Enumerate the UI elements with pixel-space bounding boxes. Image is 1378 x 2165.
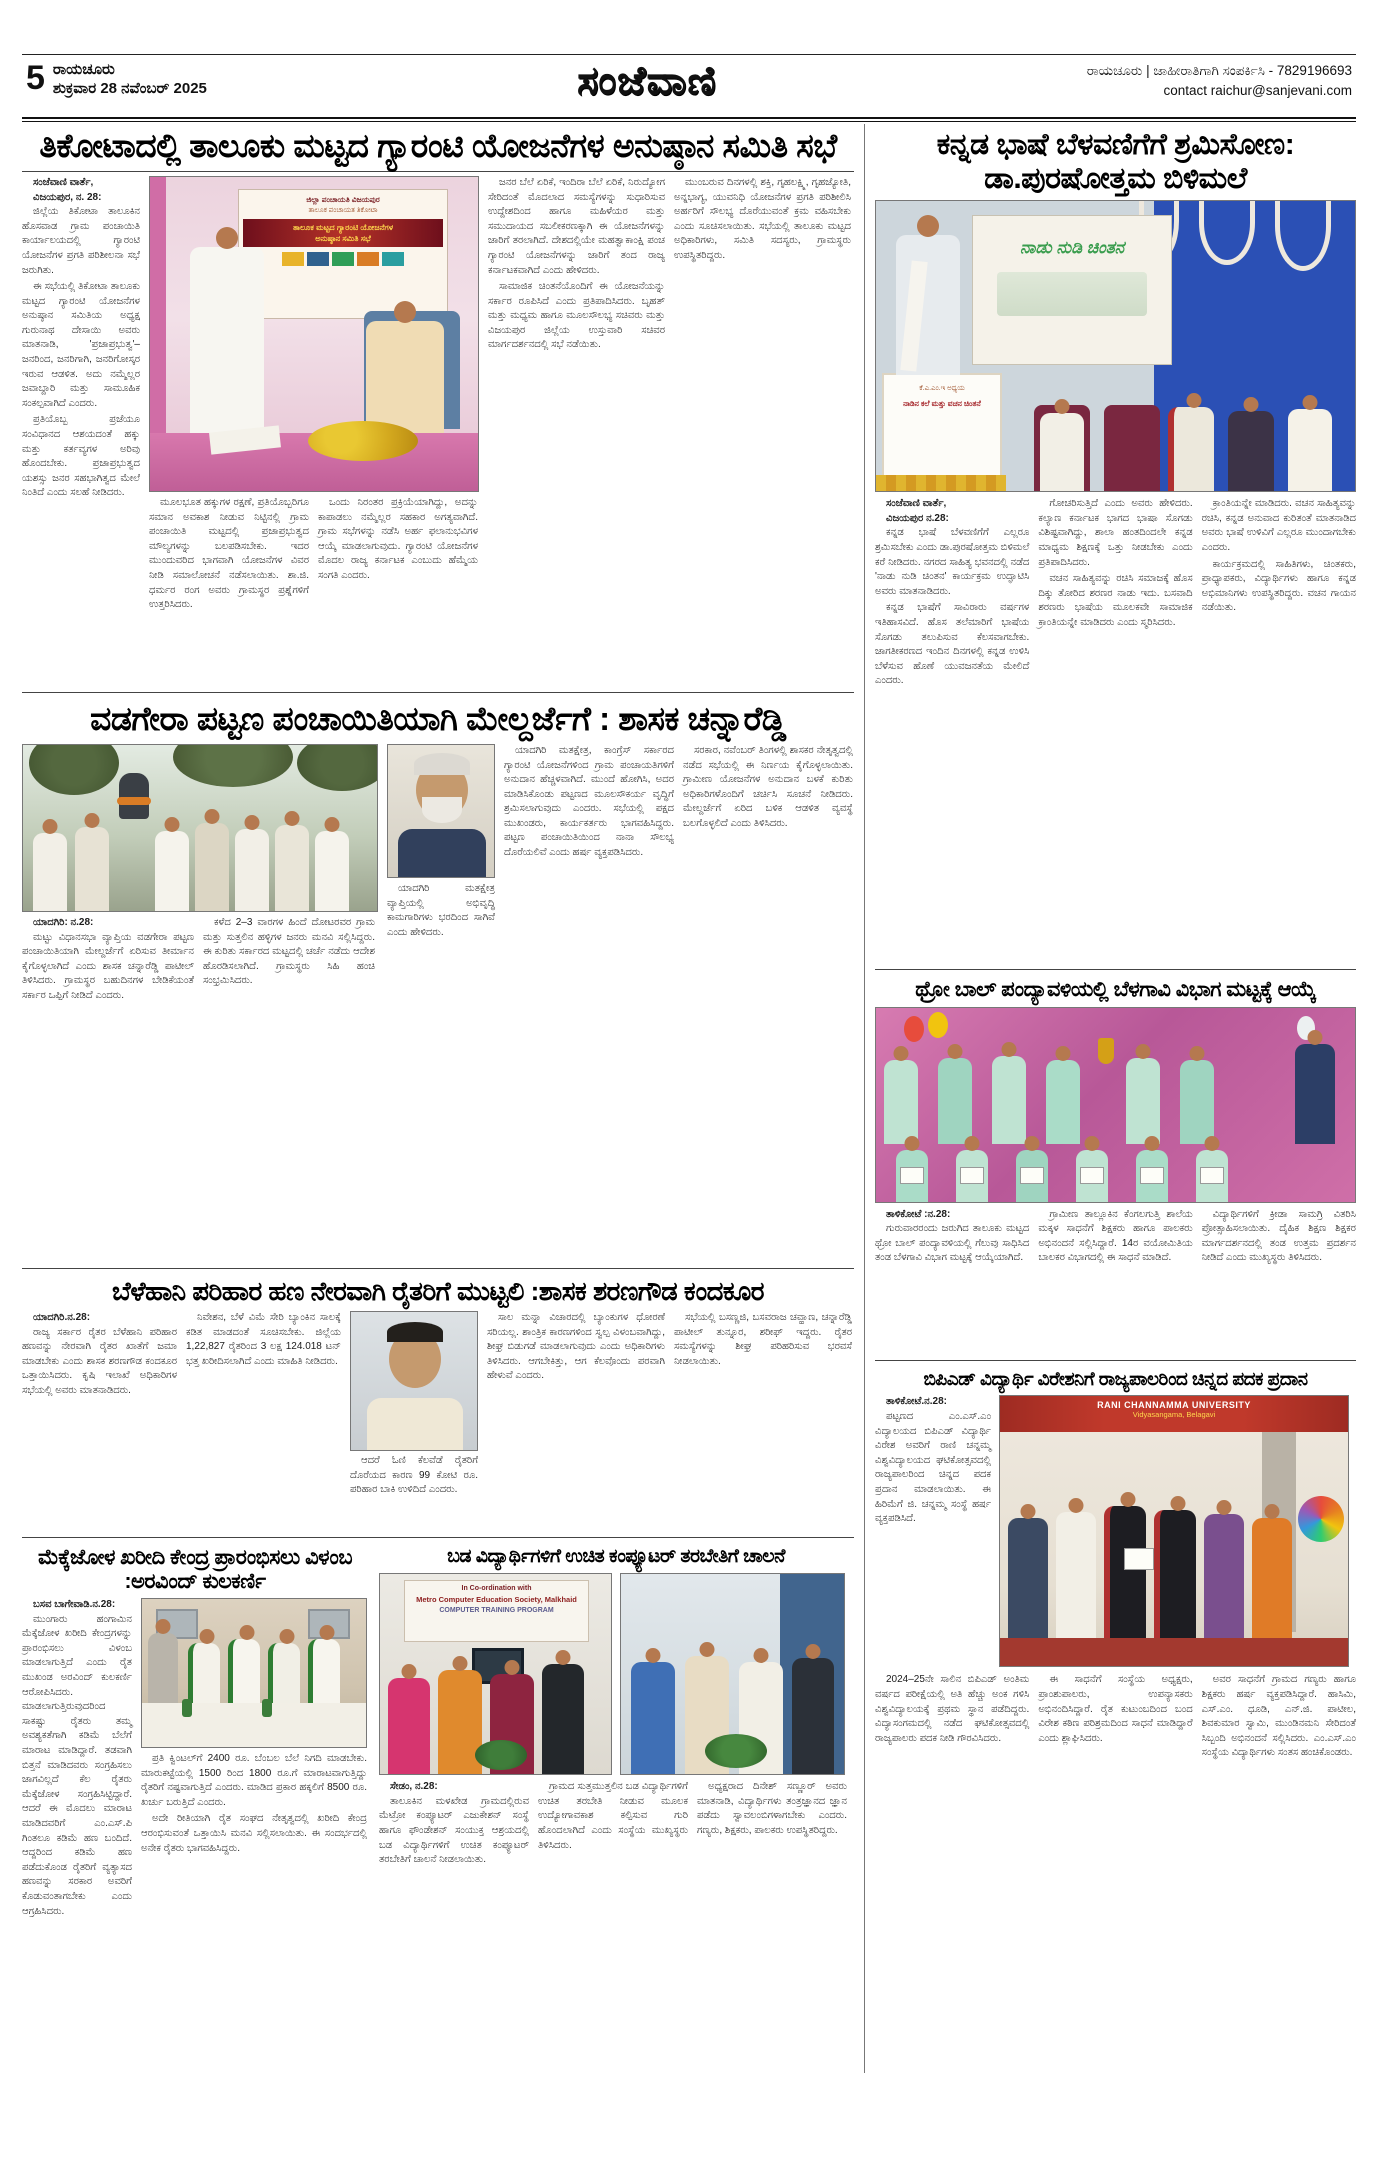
event-banner: ನಾಡು ನುಡಿ ಚಿಂತನ xyxy=(972,215,1172,365)
player xyxy=(992,1056,1026,1144)
article-column: ಬಸವ ಬಾಗೇವಾಡಿ.ನ.28: ಮುಂಗಾರು ಹಂಗಾಮಿನ ಮೆಕ್ಕೆಜೋಳ ಖರೀದಿ ಕೇಂದ್ರಗಳನ್ನು ಪ್ರಾರಂಭಿಸಲು ವಿಳಂಬ ಮಾಡಲಾಗುತ್ತಿದೆ ಎಂದು ರೈತ ಮುಖಂಡ ಅರವಿಂದ್ ಕುಲಕರ್ಣಿ ಆರೋಪಿಸಿದರು. ಮಾಡಲಾಗುತ್ತಿರುವುದರಿಂದ ಸಾಕಷ್ಟು ರೈತರು ತಮ್ಮ ಅವಶ್ಯಕತೆಗಾಗಿ ಕಡಿಮೆ ಬೆಲೆಗೆ ಮಾರಾಟ ಮಾಡಿದ್ದಾರೆ. ತಡವಾಗಿ ಬಿತ್ತನೆ ಮಾಡಿದವರು ಸಂಗ್ರಹಿಸಲು ಜಾಗವಿಲ್ಲದೆ ಕೆಲ ರೈತರು ಮೆಕ್ಕೆಜೋಳ ಸಂಗ್ರಹಿಸಿಟ್ಟಿದ್ದಾರೆ. ಆದರೆ ಈ ಮೊದಲು ಮಾರಾಟ ಮಾಡಿದವರಿಗೆ ಎಂ.ಎಸ್.ಪಿ ಗಿಂತಲೂ ಕಡಿಮೆ ಹಣ ಬಂದಿದೆ. ಆದ್ದರಿಂದ ಕಡಿಮೆ ಹಣ ಪಡೆದುಕೊಂಡ ರೈತರಿಗೆ ವ್ಯತ್ಯಾಸದ ಹಣವನ್ನು ಸರಕಾರ ಅವರಿಗೆ ಕೊಡುವಂತಾಗಬೇಕು ಎಂದು ಆಗ್ರಹಿಸಿದರು. xyxy=(22,1599,132,1917)
man-dark-shirt xyxy=(792,1658,834,1774)
university-banner: RANI CHANNAMMA UNIVERSITY Vidyasangama, Belagavi xyxy=(1000,1396,1348,1432)
article-column: ಸಾಲ ಮನ್ನಾ ವಿಚಾರದಲ್ಲಿ ಬ್ಯಾಂಕುಗಳ ಧೋರಣೆ ಸರಿಯಲ್ಲ. ಶಾಂತ್ರಿಕ ಕಾರಣಗಳಿಂದ ಸ್ವಲ್ಪ ವಿಳಂಬವಾಗಿದ್ದು, ಶೀಘ್ರ ಬಿಡುಗಡೆ ಮಾಡಲಾಗುವುದು ಎಂದು ಅಧಿಕಾರಿಗಳು ತಿಳಿಸಿದರು. ಆಗಬೇಕಿತ್ತು, ಆಗ ಕೆಲವೊಂದು ಪರವಾಗಿ ಹೇಳುವೆ ಎಂದರು. xyxy=(487,1312,665,1382)
person xyxy=(75,827,109,911)
person xyxy=(33,833,67,911)
chair xyxy=(1104,405,1160,491)
article-column: ಮುಂಬರುವ ದಿನಗಳಲ್ಲಿ ಶಕ್ತಿ, ಗೃಹಲಕ್ಷ್ಮಿ, ಗೃಹಜ್ಯೋತಿ, ಅನ್ನಭಾಗ್ಯ, ಯುವನಿಧಿ ಯೋಜನೆಗಳ ಪ್ರಗತಿ ಪರಿಶೀಲಿಸಿ ಅರ್ಹರಿಗೆ ಸೌಲಭ್ಯ ದೊರೆಯುವಂತೆ ಕ್ರಮ ವಹಿಸಬೇಕು ಎಂದು ಸೂಚಿಸಲಾಯಿತು. ಸಭೆಯಲ್ಲಿ ತಾಲೂಕು ಮಟ್ಟದ ಅಧಿಕಾರಿಗಳು, ಸಮಿತಿ ಸದಸ್ಯರು, ಗ್ರಾಮಸ್ಥರು ಉಪಸ್ಥಿತರಿದ್ದರು. xyxy=(674,176,851,261)
headline-throwball: ಥ್ರೋ ಬಾಲ್ ಪಂದ್ಯಾವಳಿಯಲ್ಲಿ ಬೆಳಗಾವಿ ವಿಭಾಗ ಮಟ್ಟಕ್ಕೆ ಆಯ್ಕೆ xyxy=(915,978,1316,1002)
certificate xyxy=(960,1167,984,1184)
article-column: ಗ್ರಾಮದ ಸುತ್ತಮುತ್ತಲಿನ ಬಡ ವಿದ್ಯಾರ್ಥಿಗಳಿಗೆ ಉಚಿತ ತರಬೇತಿ ನೀಡುವ ಮೂಲಕ ಉದ್ಯೋಗಾವಕಾಶ ಕಲ್ಪಿಸುವ ಗುರಿ ಹೊಂದಲಾಗಿದೆ ಎಂದು ಸಂಸ್ಥೆಯ ಮುಖ್ಯಸ್ಥರು ತಿಳಿಸಿದರು. xyxy=(538,1781,688,1851)
farmer-green-shawl xyxy=(188,1643,220,1703)
article-column: ಒಂದು ನಿರಂತರ ಪ್ರಕ್ರಿಯೆಯಾಗಿದ್ದು, ಅದನ್ನು ಕಾಪಾಡಲು ನಮ್ಮೆಲ್ಲರ ಸಹಕಾರ ಅಗತ್ಯವಾಗಿದೆ. ಗ್ರಾಮ ಸಭೆಗಳನ್ನು ನಡೆಸಿ ಅರ್ಹ ಫಲಾನುಭವಿಗಳ ಆಯ್ಕೆ ಮಾಡಲಾಗುವುದು. ಗ್ಯಾರಂಟಿ ಯೋಜನೆಗಳ ಮೊದಲ ರಾಜ್ಯ ಕರ್ನಾಟಕ ಎಂಬುದು ಹೆಮ್ಮೆಯ ಸಂಗತಿ ಎಂದರು. xyxy=(318,496,478,581)
trophy xyxy=(1098,1038,1114,1064)
article-column: ಯಾದಗಿರಿ: ನ.28: ಮಟ್ಟು ವಿಧಾನಸಭಾ ವ್ಯಾಪ್ತಿಯ ವಡಗೇರಾ ಪಟ್ಟಣ ಪಂಚಾಯಿತಿಯಾಗಿ ಮೇಲ್ದರ್ಜೆಗೆ ಏರಿಸುವ ತೀರ್ಮಾನ ಕೈಗೊಳ್ಳಲಾಗಿದೆ ಎಂದು ಶಾಸಕ ಚನ್ನಾರೆಡ್ಡಿ ಪಾಟೀಲ್ ತಿಳಿಸಿದರು. ಗ್ರಾಮಸ್ಥರ ಬಹುದಿನಗಳ ಬೇಡಿಕೆಯಂತೆ ಸರ್ಕಾರ ಒಪ್ಪಿಗೆ ನೀಡಿದೆ ಎಂದರು. xyxy=(22,916,194,1001)
article-column: ಪ್ರತಿ ಕ್ವಿಂಟಲ್‌ಗೆ 2400 ರೂ. ಬೆಂಬಲ ಬೆಲೆ ನಿಗದಿ ಮಾಡಬೇಕು. ಮಾರುಕಟ್ಟೆಯಲ್ಲಿ 1500 ರಿಂದ 1800 ರೂ.ಗೆ ಮಾರಾಟವಾಗುತ್ತಿದ್ದು ರೈತರಿಗೆ ನಷ್ಟವಾಗುತ್ತಿದೆ ಎಂದರು. ಮಾಡಿದ ಪ್ರಕಾರ ಹಕ್ಕಲಿಗೆ 8500 ರೂ. ಖರ್ಚು ಬರುತ್ತಿದೆ ಎಂದರು. ಅದೇ ರೀತಿಯಾಗಿ ರೈತ ಸಂಘದ ನೇತೃತ್ವದಲ್ಲಿ ಖರೀದಿ ಕೇಂದ್ರ ಆರಂಭಿಸುವಂತೆ ಒತ್ತಾಯಿಸಿ ಮನವಿ ಸಲ್ಲಿಸಲಾಯಿತು. ಈ ಸಂದರ್ಭದಲ್ಲಿ ಅನೇಕ ರೈತರು ಭಾಗವಹಿಸಿದ್ದರು. xyxy=(141,1753,367,1854)
article-column: ತಾಳಿಕೋಟೆ.ನ.28: ಪಟ್ಟಣದ ಎಂ.ಎಸ್.ಎಂ ವಿದ್ಯಾಲಯದ ಬಿಪಿಎಡ್ ವಿದ್ಯಾರ್ಥಿ ವಿರೇಶ ಅವರಿಗೆ ರಾಣಿ ಚನ್ನಮ್ಮ ವಿಶ್ವವಿದ್ಯಾಲಯದ ಘಟಿಕೋತ್ಸವದಲ್ಲಿ ರಾಜ್ಯಪಾಲರಿಂದ ಚಿನ್ನದ ಪದಕ ಪ್ರದಾನ ಮಾಡಲಾಯಿತು. ಈ ಹಿರಿಮೆಗೆ ಜಿ. ಚನ್ನಮ್ಮ ಸಂಸ್ಥೆ ಹರ್ಷ ವ್ಯಕ್ತಪಡಿಸಿದೆ. xyxy=(875,1396,991,1525)
article-column: ಯಾದಗಿರಿ.ನ.28: ರಾಜ್ಯ ಸರ್ಕಾರ ರೈತರ ಬೆಳೆಹಾನಿ ಪರಿಹಾರ ಹಣವನ್ನು ನೇರವಾಗಿ ರೈತರ ಖಾತೆಗೆ ಜಮಾ ಮಾಡಬೇಕು ಎಂದು ಶಾಸಕ ಶರಣಗೌಡ ಕಂದಕೂರ ಒತ್ತಾಯಿಸಿದರು. ಕೃಷಿ ಇಲಾಖೆ ಅಧಿಕಾರಿಗಳ ಸಭೆಯಲ್ಲಿ ಅವರು ಮಾತನಾಡಿದರು. xyxy=(22,1312,177,1396)
training-banner: In Co-ordination with Metro Computer Education Society, Malkhaid COMPUTER TRAINING PROGRAM xyxy=(404,1580,589,1642)
photo-convocation xyxy=(999,1395,1349,1667)
jacket xyxy=(398,829,486,877)
article-column: ತಾಳಿಕೋಟೆ :ನ.28: ಗುರುವಾರರಂದು ಜರುಗಿದ ತಾಲೂಕು ಮಟ್ಟದ ಥ್ರೋ ಬಾಲ್ ಪಂದ್ಯಾವಳಿಯಲ್ಲಿ ಗೆಲುವು ಸಾಧಿಸಿದ ತಂಡ ಬೆಳಗಾವಿ ವಿಭಾಗ ಮಟ್ಟಕ್ಕೆ ಆಯ್ಕೆಯಾಗಿದೆ. xyxy=(875,1208,1030,1264)
article-column: ಗೋಚರಿಸುತ್ತಿದೆ ಎಂದು ಅವರು ಹೇಳಿದರು. ಕಲ್ಯಾಣ ಕರ್ನಾಟಕ ಭಾಗದ ಭಾಷಾ ಸೊಗಡು ವಿಶಿಷ್ಟವಾಗಿದ್ದು, ಶಾಲಾ ಹಂತದಿಂದಲೇ ಕನ್ನಡ ಮಾಧ್ಯಮ ಶಿಕ್ಷಣಕ್ಕೆ ಒತ್ತು ನೀಡಬೇಕು ಎಂದು ಪ್ರತಿಪಾದಿಸಿದರು. ವಚನ ಸಾಹಿತ್ಯವನ್ನು ರಚಿಸಿ ಸಮಾಜಕ್ಕೆ ಹೊಸ ದಿಕ್ಕು ತೋರಿದ ಶರಣರ ನಾಡು ಇದು. ಬಸವಾದಿ ಶರಣರು ಭಾಷೆಯ ಮೂಲಕವೇ ಸಾಮಾಜಿಕ ಕ್ರಾಂತಿಯನ್ನೇ ಮಾಡಿದರು ಎಂದು ಸ್ಮರಿಸಿದರು. xyxy=(1038,498,1193,628)
scheme-chip xyxy=(282,252,304,266)
photo-mla-portrait xyxy=(387,744,495,878)
person xyxy=(155,831,189,911)
scheme-chip xyxy=(307,252,329,266)
white-hair xyxy=(414,753,470,775)
photo-training-inauguration-1 xyxy=(379,1573,612,1775)
coach xyxy=(1295,1044,1335,1144)
article-column: ನಿವೇಶನ, ಬೆಳೆ ವಿಮೆ ಸೇರಿ ಬ್ಯಾಂಕಿನ ಸಾಲಕ್ಕೆ ಕಡಿತ ಮಾಡದಂತೆ ಸೂಚಿಸಬೇಕು. ಜಿಲ್ಲೆಯ 1,22,827 ರೈತರಿಂದ 3 ಲಕ್ಷ 124.018 ಟನ್ ಭತ್ತ ಖರೀದಿಸಲಾಗಿದೆ ಎಂದು ಮಾಹಿತಿ ನೀಡಿದರು. xyxy=(186,1312,341,1367)
red-carpet xyxy=(1000,1638,1348,1666)
headline-maize: ಮೆಕ್ಕೆಜೋಳ ಖರೀದಿ ಕೇಂದ್ರ ಪ್ರಾರಂಭಿಸಲು ವಿಳಂಬ :ಅರವಿಂದ್ ಕುಲಕರ್ಣಿ xyxy=(37,1546,353,1593)
article-column: 2024–25ನೇ ಸಾಲಿನ ಬಿಪಿಎಡ್ ಅಂತಿಮ ವರ್ಷದ ಪರೀಕ್ಷೆಯಲ್ಲಿ ಅತಿ ಹೆಚ್ಚು ಅಂಕ ಗಳಿಸಿ ವಿಶ್ವವಿದ್ಯಾಲಯಕ್ಕೆ ಪ್ರಥಮ ಸ್ಥಾನ ಪಡೆದಿದ್ದರು. ವಿದ್ಯಾಸಂಗಮದಲ್ಲಿ ನಡೆದ ಘಟಿಕೋತ್ಸವದಲ್ಲಿ ರಾಜ್ಯಪಾಲರು ಪದಕ ನೀಡಿ ಗೌರವಿಸಿದರು. xyxy=(875,1674,1030,1744)
right-region xyxy=(875,124,1356,2073)
monument-art xyxy=(997,272,1147,316)
article-column: ಸಂಜೆವಾಣಿ ವಾರ್ತೆ, ವಿಜಯಪುರ, ನ. 28: ಜಿಲ್ಲೆಯ ತಿಕೋಟಾ ತಾಲೂಕಿನ ಹೊಸವಾಡ ಗ್ರಾಮ ಪಂಚಾಯಿತಿ ಕಾರ್ಯಾಲಯದಲ್ಲಿ ಗ್ಯಾರಂಟಿ ಯೋಜನೆಗಳ ಪ್ರಗತಿ ಪರಿಶೀಲನಾ ಸಭೆ ಜರುಗಿತು. ಈ ಸಭೆಯಲ್ಲಿ ತಿಕೋಟಾ ತಾಲೂಕು ಮಟ್ಟದ ಗ್ಯಾರಂಟಿ ಯೋಜನೆಗಳ ಅನುಷ್ಠಾನ ಸಮಿತಿಯ ಅಧ್ಯಕ್ಷ ಗುರುನಾಥ ದೇಸಾಯಿ ಅವರು ಮಾತನಾಡಿ, 'ಪ್ರಜಾಪ್ರಭುತ್ವ'– ಜನರಿಂದ, ಜನರಿಗಾಗಿ, ಜನರಿಗೋಸ್ಕರ ಇರುವ ಆಡಳಿತ. ಅದು ನಮ್ಮೆಲ್ಲರ ಜವಾಬ್ದಾರಿ ಮತ್ತು ಸಾಮೂಹಿಕ ಸಂಕಲ್ಪವಾಗಿದೆ ಎಂದರು. ಪ್ರತಿಯೊಬ್ಬ ಪ್ರಜೆಯೂ ಸಂವಿಧಾನದ ಆಶಯದಂತೆ ಹಕ್ಕು ಮತ್ತು ಕರ್ತವ್ಯಗಳ ಅರಿವು ಹೊಂದಬೇಕು. ಪ್ರಜಾಪ್ರಭುತ್ವದ ಯಶಸ್ಸು ಜನರ ಸಹಭಾಗಿತ್ವದ ಮೇಲೆ ನಿಂತಿದೆ ಎಂದು ಸಲಹೆ ನೀಡಿದರು. xyxy=(22,176,140,499)
person-seated xyxy=(366,321,444,433)
flower-strip xyxy=(876,475,1006,491)
medal-certificate xyxy=(1124,1548,1154,1570)
article-computer-training xyxy=(379,1542,853,1921)
graduate-gown xyxy=(1104,1506,1146,1638)
headline-guarantee-meeting: ತಿಕೋಟಾದಲ್ಲಿ ತಾಲೂಕು ಮಟ್ಟದ ಗ್ಯಾರಂಟಿ ಯೋಜನೆಗಳ ಅನುಷ್ಠಾನ ಸಮಿತಿ ಸಭೆ xyxy=(39,127,837,164)
photo-sharanagouda-portrait xyxy=(350,1311,478,1451)
edition-label: ರಾಯಚೂರು xyxy=(52,61,115,78)
issue-date: ಶುಕ್ರವಾರ 28 ನವೆಂಬರ್ 2025 xyxy=(52,79,207,97)
scheme-chip xyxy=(332,252,354,266)
certificate xyxy=(1080,1167,1104,1184)
certificate xyxy=(900,1167,924,1184)
article-column: ಸಂಜೆವಾಣಿ ವಾರ್ತೆ, ವಿಜಯಪುರ ನ.28: ಕನ್ನಡ ಭಾಷೆ ಬೆಳವಣಿಗೆಗೆ ಎಲ್ಲರೂ ಶ್ರಮಿಸಬೇಕು ಎಂದು ಡಾ.ಪುರಷೋತ್ತಮ ಬಿಳಿಮಲೆ ಕರೆ ನೀಡಿದರು. ನಗರದ ಸಾಹಿತ್ಯ ಭವನದಲ್ಲಿ ನಡೆದ 'ನಾಡು ನುಡಿ ಚಿಂತನ' ಕಾರ್ಯಕ್ರಮ ಉದ್ಘಾಟಿಸಿ ಅವರು ಮಾತನಾಡಿದರು. ಕನ್ನಡ ಭಾಷೆಗೆ ಸಾವಿರಾರು ವರ್ಷಗಳ ಇತಿಹಾಸವಿದೆ. ಹೊಸ ತಲೆಮಾರಿಗೆ ಭಾಷೆಯ ಸೊಗಡು ತಲುಪಿಸುವ ಕೆಲಸವಾಗಬೇಕು. ಜಾಗತೀಕರಣದ ಇಂದಿನ ದಿನಗಳಲ್ಲಿ ಕನ್ನಡ ಉಳಿಸಿ ಬೆಳೆಸುವ ಹೊಣೆ ಯುವಜನತೆಯ ಮೇಲಿದೆ ಎಂದರು. xyxy=(875,498,1030,687)
shirt xyxy=(367,1398,463,1450)
article-maize-centre xyxy=(22,1542,368,1921)
person xyxy=(148,1633,178,1703)
article-column: ಅಧ್ಯಕ್ಷರಾದ ದಿನೇಶ್ ಸಣ್ಣೂರ್ ಅವರು ಮಾತನಾಡಿ, ವಿದ್ಯಾರ್ಥಿಗಳು ತಂತ್ರಜ್ಞಾನದ ಜ್ಞಾನ ಪಡೆದು ಸ್ವಾವಲಂಬಿಗಳಾಗಬೇಕು ಎಂದರು. ಗಣ್ಯರು, ಶಿಕ್ಷಕರು, ಪಾಲಕರು ಉಪಸ್ಥಿತರಿದ್ದರು. xyxy=(697,1781,847,1837)
scheme-chip xyxy=(382,252,404,266)
article-throwball xyxy=(875,974,1356,1356)
left-region xyxy=(22,124,854,2073)
guest-white-kurta xyxy=(1288,409,1332,491)
player xyxy=(1180,1060,1214,1144)
photo-farmers-meeting xyxy=(141,1598,367,1748)
person xyxy=(315,831,349,911)
white-beard xyxy=(422,797,462,823)
page-number: 5 xyxy=(26,59,45,97)
certificate xyxy=(1140,1167,1164,1184)
photo-text-block xyxy=(387,744,495,1264)
podium-board: ಕೆ.ಎ.ಎಂ.ಇ ಅಧ್ಯಯ ನಾಡಿನ ಕಲೆ ಮತ್ತು ವಚನ ಚಿಂತನೆ xyxy=(882,373,1002,491)
balloon xyxy=(904,1016,924,1042)
official-saffron xyxy=(1252,1518,1292,1638)
balloon xyxy=(928,1012,948,1038)
article-column: ಗ್ರಾಮೀಣ ತಾಲ್ಲೂಕಿನ ಕೆಂಗಲಗುತ್ತಿ ಶಾಲೆಯ ಮಕ್ಕಳ ಸಾಧನೆಗೆ ಶಿಕ್ಷಕರು ಹಾಗೂ ಪಾಲಕರು ಅಭಿನಂದನೆ ಸಲ್ಲಿಸಿದ್ದಾರೆ. 14ರ ವಯೋಮಿತಿಯ ಬಾಲಕರ ವಿಭಾಗದಲ್ಲಿ ಈ ಸಾಧನೆ ಮಾಡಿದೆ. xyxy=(1038,1208,1193,1264)
headline-computer-training: ಬಡ ವಿದ್ಯಾರ್ಥಿಗಳಿಗೆ ಉಚಿತ ಕಂಪ್ಯೂಟರ್ ತರಬೇತಿಗೆ ಚಾಲನೆ xyxy=(447,1546,785,1568)
article-gold-medal xyxy=(875,1365,1356,2074)
headline-gold-medal: ಬಿಪಿಎಡ್ ವಿದ್ಯಾರ್ಥಿ ವಿರೇಶನಿಗೆ ರಾಜ್ಯಪಾಲರಿಂದ ಚಿನ್ನದ ಪದಕ ಪ್ರದಾನ xyxy=(923,1367,1308,1389)
photo-kannada-event xyxy=(875,200,1356,492)
photo-training-inauguration-2 xyxy=(620,1573,845,1775)
official-white xyxy=(1056,1512,1096,1638)
article-column: ಅವರ ಸಾಧನೆಗೆ ಗ್ರಾಮದ ಗಣ್ಯರು ಹಾಗೂ ಶಿಕ್ಷಕರು ಹರ್ಷ ವ್ಯಕ್ತಪಡಿಸಿದ್ದಾರೆ. ಹಾಸಿಮಿ, ಎಸ್.ಎಂ. ಧೂಡಿ, ಎನ್.ಜಿ. ಪಾಟೀಲ, ಶಿವಕುಮಾರ ಸ್ವಾಮಿ, ಮುಂಡಿನಮನಿ ಸೇರಿದಂತೆ ಸಿಬ್ಬಂದಿ ಅಭಿನಂದನೆ ಸಲ್ಲಿಸಿದರು. ಎಂ.ಎಸ್.ಎಂ ಸಂಸ್ಥೆಯ ವಿದ್ಯಾರ್ಥಿಗಳು ಸಂತಸ ಹಂಚಿಕೊಂಡರು. xyxy=(1201,1674,1356,1759)
guest-red-scarf xyxy=(1168,407,1214,491)
photo-text-block xyxy=(149,176,479,688)
meeting-banner: ಜಿಲ್ಲಾ ಪಂಚಾಯತಿ ವಿಜಯಪುರ ತಾಲೂಕ ಪಂಚಾಯತ ತಿಕೋಟಾ ತಾಲೂಕ ಮಟ್ಟದ ಗ್ಯಾರಂಟಿ ಯೋಜನೆಗಳ ಅನುಷ್ಠಾನ ಸಮಿತಿ ಸಭೆ xyxy=(238,189,448,319)
bottle xyxy=(182,1699,192,1717)
guest-dark-sari xyxy=(1228,411,1274,491)
article-column: ಈ ಸಾಧನೆಗೆ ಸಂಸ್ಥೆಯ ಅಧ್ಯಕ್ಷರು, ಪ್ರಾಂಶುಪಾಲರು, ಉಪನ್ಯಾಸಕರು ಅಭಿನಂದಿಸಿದ್ದಾರೆ. ರೈತ ಕುಟುಂಬದಿಂದ ಬಂದ ವಿರೇಶ ಕಠಿಣ ಪರಿಶ್ರಮದಿಂದ ಸಾಧನೆ ಮಾಡಿದ್ದಾರೆ ಎಂದು ಶ್ಲಾಘಿಸಿದರು. xyxy=(1038,1674,1193,1744)
headline-kannada: ಕನ್ನಡ ಭಾಷೆ ಬೆಳವಣಿಗೆಗೆ ಶ್ರಮಿಸೋಣ: ಡಾ.ಪುರಷೋತ್ತಮ ಬಿಳಿಮಲೆ xyxy=(936,128,1295,195)
player xyxy=(1046,1060,1080,1144)
article-vadagera-upgrade xyxy=(22,697,854,1264)
farmer-green-shawl xyxy=(268,1643,300,1703)
person xyxy=(235,829,269,911)
man-black-shirt xyxy=(542,1664,584,1774)
farmer-green-shawl xyxy=(308,1639,340,1703)
masthead-logo: ಸಂಜೆವಾಣಿ xyxy=(577,59,717,103)
page-header xyxy=(22,55,1356,117)
official-sari xyxy=(1204,1514,1244,1638)
photo-guarantee-meeting xyxy=(149,176,479,492)
article-guarantee-meeting xyxy=(22,124,854,688)
flower-garland xyxy=(308,421,418,461)
header-rule xyxy=(22,117,1356,122)
article-crop-compensation xyxy=(22,1273,854,1533)
player xyxy=(938,1058,972,1144)
article-column: ಮೂಲಭೂತ ಹಕ್ಕುಗಳ ರಕ್ಷಣೆ, ಪ್ರತಿಯೊಬ್ಬರಿಗೂ ಸಮಾನ ಅವಕಾಶ ನೀಡುವ ನಿಟ್ಟಿನಲ್ಲಿ ಗ್ರಾಮ ಪಂಚಾಯಿತಿ ಮಟ್ಟದಲ್ಲಿ ಪ್ರಜಾಪ್ರಭುತ್ವದ ಮೌಲ್ಯಗಳನ್ನು ಬಲಪಡಿಸಬೇಕು. ಇದರ ಮುಂದುವರಿದ ಭಾಗವಾಗಿ ಯೋಜನೆಗಳ ವಿವರ ನೀಡಿ ಸಮಾಲೋಚನೆ ನಡೆಸಲಾಯಿತು. ಶಾ.ಜಿ. ಧರ್ಮರ ರಂಗ ಅವರು ಗ್ರಾಮಸ್ಥರ ಪ್ರಶ್ನೆಗಳಿಗೆ ಉತ್ತರಿಸಿದರು. xyxy=(149,496,309,611)
woman-pink-sari xyxy=(388,1678,430,1774)
article-column: ವಿದ್ಯಾರ್ಥಿಗಳಿಗೆ ಕ್ರೀಡಾ ಸಾಮಗ್ರಿ ವಿತರಿಸಿ ಪ್ರೋತ್ಸಾಹಿಸಲಾಯಿತು. ದೈಹಿಕ ಶಿಕ್ಷಣ ಶಿಕ್ಷಕರ ಮಾರ್ಗದರ್ಶನದಲ್ಲಿ ತಂಡ ಉತ್ತಮ ಪ್ರದರ್ಶನ ನೀಡಿದೆ ಎಂದು ಮುಖ್ಯಸ್ಥರು ತಿಳಿಸಿದರು. xyxy=(1201,1208,1356,1264)
article-column: ಜನರ ಬೆಲೆ ಏರಿಕೆ, ಇಂದಿರಾ ಬೆಲೆ ಏರಿಕೆ, ನಿರುದ್ಯೋಗ ಸೇರಿದಂತೆ ಮೊದಲಾದ ಸಮಸ್ಯೆಗಳನ್ನು ಸುಧಾರಿಸುವ ಉದ್ದೇಶದಿಂದ ಹಾಗೂ ಮಹಿಳೆಯರ ಮತ್ತು ಸಮುದಾಯದ ಸಬಲೀಕರಣಕ್ಕಾಗಿ ಈ ಯೋಜನೆಗಳನ್ನು ಜಾರಿಗೆ ತರಲಾಗಿದೆ. ದೇಶದಲ್ಲಿಯೇ ಮಹತ್ವಾಕಾಂಕ್ಷಿ ಪಂಚ ಗ್ಯಾರಂಟಿ ಯೋಜನೆಗಳನ್ನು ಜಾರಿಗೆ ತಂದ ರಾಜ್ಯ ಕರ್ನಾಟಕವಾಗಿದೆ ಎಂದು ಹೇಳಿದರು. ಸಾಮಾಜಿಕ ಚಿಂತನೆಯೊಂದಿಗೆ ಈ ಯೋಜನೆಯನ್ನು ಸರ್ಕಾರ ರೂಪಿಸಿದೆ ಎಂದು ಪ್ರತಿಪಾದಿಸಿದರು. ಬೃಹತ್ ಮತ್ತು ಮಧ್ಯಮ ಹಾಗೂ ಮೂಲಸೌಲಭ್ಯ ಸಚಿವರು ಮತ್ತು ವಿಜಯಪುರ ಜಿಲ್ಲೆಯ ಉಸ್ತುವಾರಿ ಸಚಿವರ ಮಾರ್ಗದರ್ಶನದಲ್ಲಿ ಸಭೆ ನಡೆಯಿತು. xyxy=(488,176,665,351)
scheme-chip xyxy=(357,252,379,266)
advert-contact-line: ರಾಯಚೂರು | ಜಾಹೀರಾತಿಗಾಗಿ ಸಂಪರ್ಕಿಸಿ - 7829196693 xyxy=(1086,63,1352,78)
article-kannada-language xyxy=(875,124,1356,965)
table-cloth xyxy=(142,1703,366,1747)
photo-throwball-team xyxy=(875,1007,1356,1203)
article-column: ಸೇಡಂ, ನ.28: ತಾಲೂಕಿನ ಮಳಖೇಡ ಗ್ರಾಮದಲ್ಲಿರುವ ಮೆಟ್ರೋ ಕಂಪ್ಯೂಟರ್ ಎಜುಕೇಶನ್ ಸಂಸ್ಥೆ ಹಾಗೂ ಫೌಂಡೇಶನ್ ಸಂಯುಕ್ತ ಆಶ್ರಯದಲ್ಲಿ ಬಡ ವಿದ್ಯಾರ್ಥಿಗಳಿಗೆ ಉಚಿತ ಕಂಪ್ಯೂಟರ್ ತರಬೇತಿಗೆ ಚಾಲನೆ ನೀಡಲಾಯಿತು. xyxy=(379,1781,529,1866)
bottle xyxy=(262,1699,272,1717)
article-column: ಸರಕಾರ, ನವೆಂಬರ್ ತಿಂಗಳಲ್ಲಿ ಶಾಸಕರ ನೇತೃತ್ವದಲ್ಲಿ ನಡೆದ ಸಭೆಯಲ್ಲಿ ಈ ನಿರ್ಣಯ ಕೈಗೊಳ್ಳಲಾಯಿತು. ಗ್ರಾಮೀಣ ಯೋಜನೆಗಳ ಅನುದಾನ ಬಳಕೆ ಕುರಿತು ಅಧಿಕಾರಿಗಳೊಂದಿಗೆ ಚರ್ಚಿಸಿ ಸೂಚನೆ ನೀಡಿದರು. ಮೇಲ್ದರ್ಜೆಗೆ ಏರಿದ ಬಳಿಕ ಆಡಳಿತ ವ್ಯವಸ್ಥೆ ಬಲಗೊಳ್ಳಲಿದೆ ಎಂದು ತಿಳಿಸಿದರು. xyxy=(683,744,853,829)
person xyxy=(195,823,229,911)
article-column: ಸಭೆಯಲ್ಲಿ ಬಸಣ್ಣಜಿ, ಬಸವರಾಜ ಚವ್ಹಾಣ, ಚನ್ನಾರೆಡ್ಡಿ ಪಾಟೀಲ್ ತುನ್ನೂರ, ಶರೀಫ್ ಇದ್ದರು. ರೈತರ ಸಮಸ್ಯೆಗಳನ್ನು ಶೀಘ್ರ ಪರಿಹರಿಸುವ ಭರವಸೆ ನೀಡಲಾಯಿತು. xyxy=(674,1312,852,1367)
contact-email: contact raichur@sanjevani.com xyxy=(1163,83,1352,99)
man-blue-shirt xyxy=(631,1662,675,1774)
photo-text-block xyxy=(141,1598,367,1921)
player xyxy=(884,1060,918,1144)
column-divider xyxy=(864,124,865,2073)
person-standing xyxy=(190,247,264,433)
hair xyxy=(387,1322,443,1342)
certificate xyxy=(1200,1167,1224,1184)
headline-vadagera: ವಡಗೇರಾ ಪಟ್ಟಣ ಪಂಚಾಯಿತಿಯಾಗಿ ಮೇಲ್ದರ್ಜೆಗೆ : ಶಾಸಕ ಚನ್ನಾರೆಡ್ಡಿ xyxy=(90,699,786,737)
photo-celebration-group xyxy=(22,744,378,912)
guest-white-shirt xyxy=(1040,413,1084,491)
article-column: ಆದರೆ ಓಣಿ ಕೆಲವೆಡೆ ರೈತರಿಗೆ ದೊರೆಯದ ಕಾರಣ 99 ಕೋಟಿ ರೂ. ಪರಿಹಾರ ಬಾಕಿ ಉಳಿದಿದೆ ಎಂದರು. xyxy=(350,1455,478,1496)
headline-compensation: ಬೆಳೆಹಾನಿ ಪರಿಹಾರ ಹಣ ನೇರವಾಗಿ ರೈತರಿಗೆ ಮುಟ್ಟಲಿ :ಶಾಸಕ ಶರಣಗೌಡ ಕಂದಕೂರ xyxy=(112,1275,764,1306)
article-column: ಕಳೆದ 2–3 ವಾರಗಳ ಹಿಂದೆ ದೋಟರವರ ಗ್ರಾಮ ಮತ್ತು ಸುತ್ತಲಿನ ಹಳ್ಳಿಗಳ ಜನರು ಮನವಿ ಸಲ್ಲಿಸಿದ್ದರು. ಈ ಕುರಿತು ಸರ್ಕಾರದ ಮಟ್ಟದಲ್ಲಿ ಚರ್ಚೆ ನಡೆದು ಆದೇಶ ಹೊರಡಿಸಲಾಗಿದೆ. ಗ್ರಾಮಸ್ಥರು ಸಿಹಿ ಹಂಚಿ ಸಂಭ್ರಮಿಸಿದರು. xyxy=(203,916,375,987)
garland xyxy=(117,797,151,805)
certificate xyxy=(1020,1167,1044,1184)
graduate-gown xyxy=(1154,1510,1196,1638)
player xyxy=(1126,1058,1160,1144)
farmer-green-shawl xyxy=(228,1639,260,1703)
photo-text-block xyxy=(350,1311,478,1533)
article-column: ಕ್ರಾಂತಿಯನ್ನೇ ಮಾಡಿದರು. ವಚನ ಸಾಹಿತ್ಯವನ್ನು ರಚಿಸಿ, ಕನ್ನಡ ಅನುವಾದ ಕುರಿತಂತೆ ಮಾತನಾಡಿದ ಅವರು ಭಾಷೆ ಉಳಿವಿಗೆ ಎಲ್ಲರೂ ಮುಂದಾಗಬೇಕು ಎಂದರು. ಕಾರ್ಯಕ್ರಮದಲ್ಲಿ ಸಾಹಿತಿಗಳು, ಚಿಂತಕರು, ಪ್ರಾಧ್ಯಾಪಕರು, ವಿದ್ಯಾರ್ಥಿಗಳು ಹಾಗೂ ಕನ್ನಡ ಅಭಿಮಾನಿಗಳು ಉಪಸ್ಥಿತರಿದ್ದರು. ವಚನ ಗಾಯನ ನಡೆಯಿತು. xyxy=(1201,498,1356,614)
article-column: ಯಾದಗಿರಿ ಮತಕ್ಷೇತ್ರ, ಕಾಂಗ್ರೆಸ್ ಸರ್ಕಾರದ ಗ್ಯಾರಂಟಿ ಯೋಜನೆಗಳಿಂದ ಗ್ರಾಮ ಪಂಚಾಯತಿಗಳಿಗೆ ಅನುದಾನ ಹೆಚ್ಚಳವಾಗಿದೆ. ಮುಂದೆ ಹೋಗಿಸಿ, ಅದರ ಮಾಡಿಸಿಕೊಂಡು ಪಟ್ಟಣದ ಮೂಲಸೌಕರ್ಯ ವೃದ್ಧಿಗೆ ಶ್ರಮಿಸಲಾಗುವುದು ಎಂದರು. ಸಭೆಯಲ್ಲಿ ಪಕ್ಷದ ಮುಖಂಡರು, ಕಾರ್ಯಕರ್ತರು ಭಾಗವಹಿಸಿದ್ದರು. ಪಟ್ಟಣ ಪಂಚಾಯಿತಿಯಿಂದ ನಾನಾ ಸೌಲಭ್ಯ ದೊರೆಯಲಿವೆ ಎಂದು ಹರ್ಷ ವ್ಯಕ್ತಪಡಿಸಿದರು. xyxy=(504,744,674,859)
official-suit xyxy=(1008,1518,1048,1638)
photo-text-block xyxy=(22,744,378,1264)
statue xyxy=(119,773,149,819)
person xyxy=(275,825,309,911)
article-column: ಯಾದಗಿರಿ ಮತಕ್ಷೇತ್ರ ವ್ಯಾಪ್ತಿಯಲ್ಲಿ ಅಭಿವೃದ್ಧಿ ಕಾಮಗಾರಿಗಳು ಭರದಿಂದ ಸಾಗಿವೆ ಎಂದು ಹೇಳಿದರು. xyxy=(387,882,495,938)
